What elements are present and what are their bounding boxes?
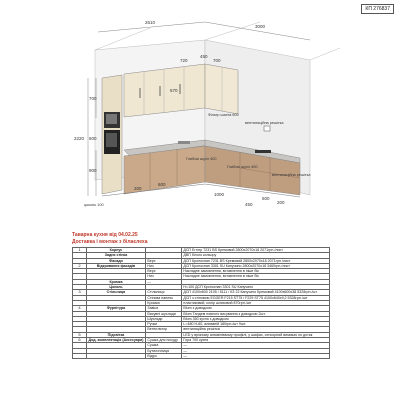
spec-cell-section: Дод. комплектація (Аксесуари) — [88, 338, 144, 343]
order-intro — [72, 232, 147, 246]
spec-cell-value: пластиковий, колір шляховий 870грн./шт — [181, 300, 329, 305]
dim-mid: 600 — [89, 136, 97, 141]
spec-cell-label: Вентилятор — [145, 327, 181, 332]
spec-cell-num: 3 — [73, 290, 87, 295]
label-plinth: цоколь 100 — [84, 203, 104, 207]
spec-cell-num: 4 — [73, 306, 87, 311]
spec-cell-section: Підсвітка — [87, 332, 146, 337]
dim-200: 200 — [134, 186, 142, 191]
spec-cell-section: Корпус — [87, 248, 146, 253]
dim-lower-height: 900 — [89, 168, 97, 173]
dim-720: 720 — [180, 58, 188, 63]
document-code: КП 276837 — [361, 4, 394, 14]
spec-cell-value: Blum 350 кухня з доводкою — [181, 316, 329, 321]
label-deep-2: Глибокі шухл 400 — [227, 165, 258, 169]
spec-cell-label: Висувні шухляди — [145, 311, 181, 316]
spec-cell-value: ДВП білого кольору — [181, 253, 329, 258]
label-vent-2: вентиляційна решітка — [272, 173, 311, 177]
spec-row — [73, 290, 330, 295]
spec-row — [73, 258, 330, 263]
spec-cell-value: Гора 700 кухня — [181, 338, 329, 343]
spec-cell-num: 6 — [73, 338, 87, 343]
spec-cell-value: — — [181, 348, 329, 353]
spec-cell-label: Низ — [145, 263, 181, 268]
spec-cell-value: ДСП Егггер 7231 BS Кремовий 2800х2070х18 2071грн./лист — [181, 248, 329, 253]
spec-cell-value: ДСП Кроноспан 7231 BS Кремовий 2800х2070х18 2071грн./лист — [181, 258, 329, 263]
dim-1000-bottom: 1000 — [214, 192, 225, 197]
spec-cell-value: — — [181, 353, 329, 358]
spec-cell-label: Сушка — [145, 343, 181, 348]
spec-table — [72, 247, 330, 359]
order-title: Таварна кухня від 04.02.25 — [72, 232, 138, 238]
spec-cell-label: Стінова панель — [145, 295, 181, 300]
spec-row — [73, 332, 330, 337]
spec-cell-value: L=480 Н-60, алюміній 180грн./шт 9шт. — [181, 322, 329, 327]
spec-cell-num: 5 — [73, 332, 87, 337]
spec-cell-label: Верх — [145, 258, 181, 263]
sink-icon — [178, 141, 190, 144]
spec-cell-section: Фурнітура — [87, 306, 146, 311]
label-hood: Фільтр шахта 600 — [208, 113, 239, 117]
dim-upper-height: 700 — [89, 96, 97, 101]
spec-cell-value: H=100 ДСП Кроноспан 3301 SU Капучино — [181, 285, 329, 290]
dim-200-right: 200 — [277, 200, 285, 205]
hob-icon — [255, 150, 271, 153]
spec-cell-label: Сушка для посуду — [145, 338, 181, 343]
vent-grill-icon — [264, 126, 270, 131]
label-vent-1: вентиляційна решітка — [245, 121, 284, 125]
dim-450: 450 — [200, 54, 208, 59]
spec-row — [73, 353, 330, 358]
spec-cell-section: Задня стінка — [87, 253, 146, 258]
spec-cell-value: — — [181, 343, 329, 348]
spec-cell-label: Бутилочниця — [145, 348, 181, 353]
spec-cell-num: 2 — [73, 263, 87, 268]
spec-cell-label: Завіси — [145, 306, 181, 311]
spec-cell-value: ДСП Кроноспан 3301 SU Капучино 2800х2070х18 3460грн./лист — [181, 263, 329, 268]
spec-cell-label: Відро — [145, 353, 181, 358]
spec-cell-num: 1 — [73, 248, 87, 253]
spec-cell-section — [87, 353, 146, 358]
spec-cell-value: LED у врізному алюмінієвому профілі, у шафах, сенсорний вимикач по дотик — [181, 332, 329, 337]
dim-700: 700 — [213, 58, 221, 63]
tall-column — [102, 75, 122, 194]
spec-cell-section: Фасади — [87, 258, 146, 263]
dim-450-bottom: 450 — [245, 202, 253, 207]
spec-cell-section: Стільниця — [87, 290, 146, 295]
dim-right-width: 3000 — [255, 24, 266, 29]
delivery-note: Доставка і монтаж з білаєлеха — [72, 239, 148, 245]
upper-cabinets-right — [205, 64, 238, 114]
spec-cell-label: — — [145, 279, 181, 284]
spec-cell-value: Накладне замовлення, вставлення в ніше бік — [181, 274, 329, 279]
spec-cell-section: Відкривання фасадів — [87, 263, 146, 268]
label-deep-1: Глибокі шухл 400 — [186, 157, 217, 161]
spec-cell-label: Стільниця — [145, 290, 181, 295]
spec-cell-value: ДСП 4100х600 2105 / 5111 / КЗ 22 Капучино Кремовий 4100х600х38 5328грн./шт — [181, 290, 329, 295]
spec-cell-label: Ручки — [145, 322, 181, 327]
spec-cell-value: ДСП з стіновою EGGER F215 ST75 / F229 ST75 4100х640х9,2 5328грн./шт — [181, 295, 329, 300]
spec-cell-label: Шухляди — [145, 316, 181, 321]
spec-cell-value: Накладне замовлення, вставлення в ніше бік — [181, 269, 329, 274]
spec-cell-value: вентиляційна решітка — [181, 327, 329, 332]
spec-cell-section: Цоколь — [87, 285, 146, 290]
spec-cell-value: Blum з доводкою — [181, 306, 329, 311]
dim-600-bottom: 600 — [158, 182, 166, 187]
dim-height-total: 2220 — [74, 136, 85, 141]
dim-600-right: 600 — [262, 196, 270, 201]
spec-cell-num — [73, 353, 87, 358]
spec-cell-label: Низ — [145, 274, 181, 279]
dim-left-width: 2610 — [145, 20, 156, 25]
spec-cell-value: Blum Тандем повного висування з доводкою 2шт. — [181, 311, 329, 316]
spec-cell-label: Верх — [145, 269, 181, 274]
spec-cell-section: Кромка — [87, 279, 146, 284]
spec-cell-label: Кромка — [145, 300, 181, 305]
dim-570: 570 — [170, 88, 178, 93]
